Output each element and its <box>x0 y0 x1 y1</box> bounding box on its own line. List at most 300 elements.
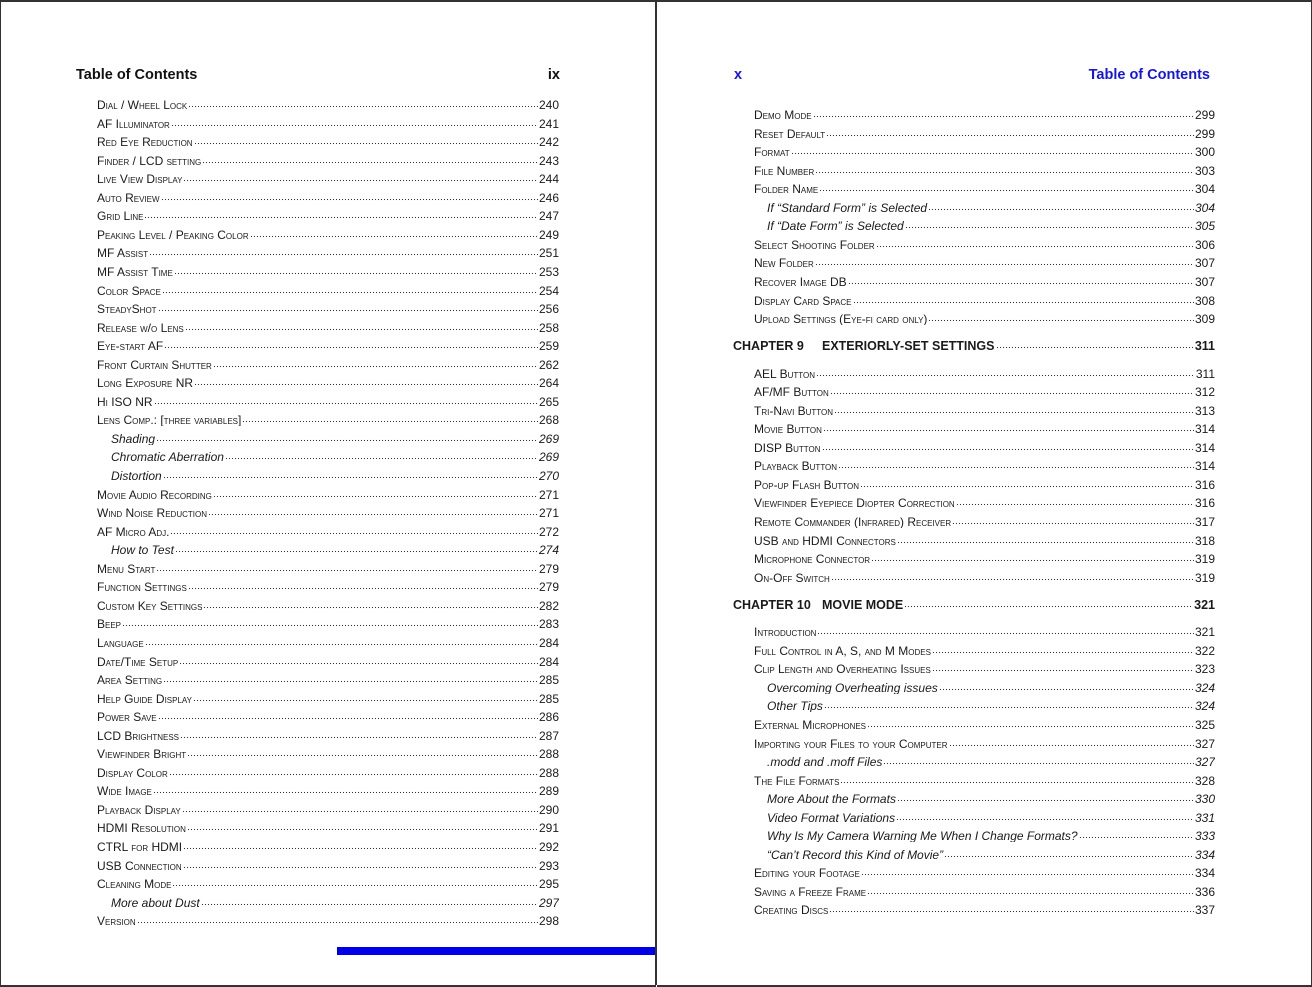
toc-dot-leader <box>826 124 1194 138</box>
toc-entry-title: Long Exposure NR <box>97 376 194 390</box>
toc-chapter-title: MOVIE MODE <box>822 597 904 611</box>
toc-page-number: 285 <box>538 691 559 705</box>
toc-page-number: 246 <box>538 190 559 204</box>
toc-dot-leader <box>250 225 538 239</box>
toc-entry <box>754 715 1215 731</box>
toc-entry <box>97 151 559 167</box>
toc-entry-title: DISP Button <box>754 440 821 454</box>
toc-entry <box>754 493 1215 509</box>
toc-dot-leader <box>174 262 538 276</box>
toc-entry <box>97 355 559 371</box>
toc-page-number: 319 <box>1194 552 1215 566</box>
toc-entry <box>97 262 559 278</box>
toc-chapter-number: CHAPTER 10 <box>733 597 811 611</box>
toc-page-number: 305 <box>1194 219 1215 233</box>
toc-entry <box>754 771 1215 787</box>
toc-entry <box>767 789 1215 805</box>
toc-dot-leader <box>905 216 1194 230</box>
toc-entry <box>97 652 559 668</box>
toc-entry <box>97 206 559 222</box>
toc-dot-leader <box>202 151 538 165</box>
toc-entry <box>97 707 559 723</box>
toc-entry-title: Full Control in A, S, and M Modes <box>754 643 931 657</box>
toc-entry-title: AF/MF Button <box>754 385 829 399</box>
toc-entry <box>754 419 1215 435</box>
toc-entry-title: Other Tips <box>767 699 823 713</box>
toc-entry <box>767 198 1215 214</box>
toc-page-number: 271 <box>538 506 559 520</box>
toc-dot-leader <box>183 837 538 851</box>
toc-dot-leader <box>1079 826 1194 840</box>
toc-dot-leader <box>932 659 1194 673</box>
toc-entry <box>754 641 1215 657</box>
toc-entry-title: Playback Display <box>97 802 181 816</box>
toc-entry-title: SteadyShot <box>97 302 157 316</box>
toc-dot-leader <box>896 808 1194 822</box>
toc-entry-title: Display Card Space <box>754 293 852 307</box>
toc-entry <box>754 568 1215 584</box>
toc-entry-title: AF Micro Adj. <box>97 524 170 538</box>
toc-page-number: 311 <box>1195 366 1215 380</box>
toc-page-number: 242 <box>538 135 559 149</box>
toc-entry-title: New Folder <box>754 256 814 270</box>
toc-entry-title: Power Save <box>97 710 157 724</box>
toc-entry <box>767 808 1215 824</box>
toc-page-number: 279 <box>538 580 559 594</box>
toc-entry <box>754 235 1215 251</box>
toc-entry-title: More about Dust <box>111 895 200 909</box>
toc-chapter-entry <box>733 595 1215 611</box>
toc-entry-title: On-Off Switch <box>754 570 830 584</box>
toc-dot-leader <box>213 485 538 499</box>
toc-page-number: 269 <box>538 431 559 445</box>
toc-dot-leader <box>158 707 538 721</box>
toc-entry <box>97 559 559 575</box>
toc-entry <box>97 485 559 501</box>
toc-dot-leader <box>183 856 538 870</box>
toc-dot-leader <box>822 438 1194 452</box>
toc-entry <box>97 169 559 185</box>
toc-page-number: 314 <box>1194 440 1215 454</box>
toc-entry <box>97 132 559 148</box>
toc-dot-leader <box>848 272 1194 286</box>
toc-page-number: 287 <box>538 728 559 742</box>
toc-page-number: 307 <box>1194 274 1215 288</box>
toc-page-number: 311 <box>1194 339 1215 353</box>
toc-page-number: 241 <box>538 116 559 130</box>
toc-entry-title: If “Date Form” is Selected <box>767 219 904 233</box>
toc-entry <box>754 364 1215 380</box>
toc-dot-leader <box>949 734 1194 748</box>
toc-entry <box>97 243 559 259</box>
toc-page-number: 268 <box>538 413 559 427</box>
toc-page-number: 284 <box>538 635 559 649</box>
toc-entry-title <box>733 597 903 611</box>
toc-entry-title: Why Is My Camera Warning Me When I Change Formats? <box>767 829 1078 843</box>
toc-dot-leader <box>163 670 538 684</box>
toc-entry-title: USB and HDMI Connectors <box>754 533 896 547</box>
toc-page-number: 243 <box>538 153 559 167</box>
toc-page-number: 244 <box>538 172 559 186</box>
toc-entry <box>767 826 1215 842</box>
toc-entry <box>97 188 559 204</box>
toc-entry <box>97 874 559 890</box>
toc-dot-leader <box>813 105 1194 119</box>
toc-entry-title: Help Guide Display <box>97 691 192 705</box>
toc-entry <box>111 466 559 482</box>
toc-entry-title: Editing your Footage <box>754 866 860 880</box>
toc-page-number: 328 <box>1194 773 1215 787</box>
toc-dot-leader <box>838 456 1194 470</box>
toc-dot-leader <box>996 336 1194 350</box>
toc-entry-title: Recover Image DB <box>754 274 847 288</box>
toc-entry <box>754 272 1215 288</box>
toc-entry <box>754 309 1215 325</box>
toc-page-number: 306 <box>1194 237 1215 251</box>
toc-entry-title: Microphone Connector <box>754 552 871 566</box>
toc-entry-title: USB Connection <box>97 858 182 872</box>
toc-page-number: 325 <box>1194 717 1215 731</box>
toc-dot-leader <box>225 447 538 461</box>
toc-dot-leader <box>876 235 1194 249</box>
toc-page-number: 308 <box>1194 293 1215 307</box>
toc-entry <box>97 726 559 742</box>
toc-entry-title: The File Formats <box>754 773 840 787</box>
toc-entry-title: Creating Discs <box>754 903 829 917</box>
toc-entry-title: Reset Default <box>754 126 826 140</box>
toc-page-number: 247 <box>538 209 559 223</box>
toc-dot-leader <box>194 373 538 387</box>
toc-entry-title: Language <box>97 635 144 649</box>
toc-entry-title: Movie Button <box>754 422 822 436</box>
toc-page-number: 279 <box>538 561 559 575</box>
toc-page-number: 251 <box>538 246 559 260</box>
toc-page-number: 304 <box>1194 200 1215 214</box>
toc-entry-title: Custom Key Settings <box>97 598 203 612</box>
toc-dot-leader <box>213 355 538 369</box>
toc-entry-title: Clip Length and Overheating Issues <box>754 662 931 676</box>
toc-dot-leader <box>831 568 1194 582</box>
toc-dot-leader <box>170 522 538 536</box>
toc-entry-title: Lens Comp.: [three variables] <box>97 413 242 427</box>
toc-dot-leader <box>867 715 1194 729</box>
toc-page-number: 295 <box>538 877 559 891</box>
toc-page-number: 300 <box>1194 145 1215 159</box>
toc-entry-title: Auto Review <box>97 190 160 204</box>
toc-entry-title: Function Settings <box>97 580 187 594</box>
toc-dot-leader <box>153 781 538 795</box>
toc-dot-leader <box>172 874 538 888</box>
toc-dot-leader <box>154 392 538 406</box>
toc-dot-leader <box>183 169 538 183</box>
toc-page-number: 313 <box>1194 403 1215 417</box>
toc-dot-leader <box>161 188 538 202</box>
toc-entry <box>97 633 559 649</box>
toc-entry <box>754 105 1215 121</box>
toc-dot-leader <box>883 752 1194 766</box>
toc-entry <box>754 142 1215 158</box>
toc-entry <box>97 781 559 797</box>
toc-chapter-title: EXTERIORLY-SET SETTINGS <box>822 339 995 353</box>
toc-page-number: 321 <box>1194 625 1215 639</box>
toc-entry-title: Display Color <box>97 765 168 779</box>
toc-entry-title: Date/Time Setup <box>97 654 179 668</box>
toc-page-number: 259 <box>538 339 559 353</box>
toc-entry <box>97 114 559 130</box>
toc-entry <box>97 503 559 519</box>
toc-dot-leader <box>952 512 1194 526</box>
toc-entry <box>754 549 1215 565</box>
toc-page-number: 327 <box>1194 755 1215 769</box>
toc-entry-title: Beep <box>97 617 122 631</box>
toc-entry-title: Playback Button <box>754 459 838 473</box>
toc-entry-title: Tri-Navi Button <box>754 403 834 417</box>
toc-page-number: 258 <box>538 320 559 334</box>
toc-dot-leader <box>187 818 538 832</box>
toc-entry-title: Front Curtain Shutter <box>97 357 212 371</box>
toc-entry-title: AEL Button <box>754 366 815 380</box>
toc-entry <box>97 911 559 927</box>
toc-dot-leader <box>816 364 1195 378</box>
toc-entry <box>754 734 1215 750</box>
toc-entry-title: Finder / LCD setting <box>97 153 202 167</box>
toc-entry <box>97 318 559 334</box>
toc-page-number: 265 <box>538 394 559 408</box>
toc-page-number: 271 <box>538 487 559 501</box>
toc-entry-title: Pop-up Flash Button <box>754 477 859 491</box>
toc-entry-title: AF Illuminator <box>97 116 170 130</box>
toc-dot-leader <box>928 198 1194 212</box>
toc-page-number: 290 <box>538 802 559 816</box>
toc-entry <box>767 845 1215 861</box>
toc-page-number: 284 <box>538 654 559 668</box>
toc-entry-title: Viewfinder Eyepiece Diopter Correction <box>754 496 955 510</box>
toc-dot-leader <box>815 253 1194 267</box>
toc-entry <box>97 670 559 686</box>
toc-entry-title: Select Shooting Folder <box>754 237 875 251</box>
toc-entry-title: File Number <box>754 163 815 177</box>
toc-entry <box>754 622 1215 638</box>
toc-entry <box>754 659 1215 675</box>
toc-entry <box>754 863 1215 879</box>
toc-entry-title: Peaking Level / Peaking Color <box>97 227 249 241</box>
toc-entry-title: Wide Image <box>97 784 152 798</box>
toc-dot-leader <box>182 800 538 814</box>
toc-entry-title: Hi ISO NR <box>97 394 153 408</box>
toc-entry <box>97 689 559 705</box>
toc-page-number: 322 <box>1194 643 1215 657</box>
toc-dot-leader <box>156 429 538 443</box>
toc-dot-leader <box>939 678 1194 692</box>
toc-page-number: 270 <box>538 469 559 482</box>
toc-entry <box>754 179 1215 195</box>
toc-entry <box>97 800 559 816</box>
blue-highlight-bar <box>337 947 655 955</box>
toc-page-number: 317 <box>1194 515 1215 528</box>
toc-dot-leader <box>819 179 1194 193</box>
toc-entry-title: Chromatic Aberration <box>111 450 224 464</box>
toc-entry-title: Red Eye Reduction <box>97 135 193 149</box>
toc-entry <box>97 392 559 408</box>
toc-dot-leader <box>145 633 538 647</box>
toc-entry <box>754 124 1215 140</box>
toc-entry <box>767 678 1215 694</box>
toc-entry-title: Release w/o Lens <box>97 320 184 334</box>
toc-page-number: 288 <box>538 765 559 779</box>
toc-dot-leader <box>137 911 538 925</box>
toc-page-number: 253 <box>538 264 559 278</box>
toc-dot-leader <box>824 696 1194 710</box>
toc-dot-leader <box>175 540 538 554</box>
toc-chapter-entry <box>733 336 1215 352</box>
toc-entry-title: LCD Brightness <box>97 728 180 742</box>
toc-dot-leader <box>242 410 538 424</box>
toc-dot-leader <box>956 493 1194 507</box>
toc-dot-leader <box>871 549 1194 563</box>
toc-entry <box>754 401 1215 417</box>
toc-entry <box>111 429 559 445</box>
toc-page-number: 274 <box>538 543 559 557</box>
toc-entry-title: Saving a Freeze Frame <box>754 884 867 898</box>
toc-entry-title: Upload Settings (Eye-fi card only) <box>754 312 928 326</box>
toc-entry <box>97 95 559 111</box>
toc-dot-leader <box>188 95 538 109</box>
toc-page-number: 324 <box>1194 680 1215 694</box>
toc-page-number: 327 <box>1194 736 1215 750</box>
toc-entry <box>97 763 559 779</box>
toc-entry <box>767 216 1215 232</box>
toc-dot-leader <box>158 299 538 313</box>
toc-page-number: 333 <box>1194 829 1215 843</box>
toc-dot-leader <box>179 652 538 666</box>
toc-entry-title: Version <box>97 914 136 928</box>
toc-dot-leader <box>201 893 538 907</box>
toc-entry-title: Introduction <box>754 625 817 639</box>
toc-entry <box>97 281 559 297</box>
toc-entry <box>97 818 559 834</box>
toc-entry <box>754 512 1215 528</box>
toc-page-number: 285 <box>538 673 559 687</box>
toc-page-number: 304 <box>1194 182 1215 196</box>
toc-dot-leader <box>188 577 538 591</box>
toc-dot-leader <box>867 882 1194 896</box>
toc-entry <box>111 447 559 463</box>
toc-dot-leader <box>180 726 538 740</box>
toc-page-number: 286 <box>538 710 559 724</box>
toc-page-number: 314 <box>1194 459 1215 473</box>
toc-entry-title: Cleaning Mode <box>97 877 172 891</box>
toc-dot-leader <box>834 401 1194 415</box>
toc-entry-title: Dial / Wheel Lock <box>97 98 188 111</box>
toc-entry-title: Demo Mode <box>754 108 812 121</box>
toc-dot-leader <box>904 595 1193 609</box>
toc-dot-leader <box>897 789 1194 803</box>
toc-entry-title: HDMI Resolution <box>97 821 186 835</box>
toc-dot-leader <box>162 281 538 295</box>
toc-dot-leader <box>944 845 1194 859</box>
toc-page-number: 334 <box>1194 866 1215 880</box>
toc-entry-title: Viewfinder Bright <box>97 747 187 761</box>
toc-entry-title: MF Assist Time <box>97 264 173 278</box>
toc-page-number: 262 <box>538 357 559 371</box>
toc-entry <box>97 837 559 853</box>
toc-page-number: 291 <box>538 821 559 835</box>
toc-dot-leader <box>163 466 538 480</box>
toc-page-number: 298 <box>538 914 559 928</box>
right-toc-list <box>657 2 1311 985</box>
toc-dot-leader <box>897 531 1194 545</box>
toc-page-number: 330 <box>1194 792 1215 806</box>
toc-dot-leader <box>860 475 1194 489</box>
toc-entry <box>97 522 559 538</box>
toc-dot-leader <box>928 309 1194 323</box>
toc-dot-leader <box>791 142 1194 156</box>
toc-entry-title: MF Assist <box>97 246 149 260</box>
toc-entry-title: Grid Line <box>97 209 144 223</box>
toc-dot-leader <box>171 114 538 128</box>
toc-chapter-number: CHAPTER 9 <box>733 339 804 353</box>
toc-entry <box>754 253 1215 269</box>
toc-entry <box>754 291 1215 307</box>
toc-entry <box>754 438 1215 454</box>
toc-page-number: 297 <box>538 895 559 909</box>
toc-dot-leader <box>861 863 1194 877</box>
toc-dot-leader <box>853 291 1194 305</box>
toc-page-number: 316 <box>1194 477 1215 491</box>
toc-entry-title: Shading <box>111 431 156 445</box>
toc-page-number: 293 <box>538 858 559 872</box>
toc-entry <box>754 531 1215 547</box>
toc-entry-title: “Can’t Record this Kind of Movie” <box>767 847 944 861</box>
toc-dot-leader <box>122 614 538 628</box>
toc-page-number: 323 <box>1194 662 1215 676</box>
toc-dot-leader <box>208 503 538 517</box>
toc-page-number: 336 <box>1194 884 1215 898</box>
toc-entry-title: Overcoming Overheating issues <box>767 680 938 694</box>
toc-dot-leader <box>203 596 538 610</box>
toc-dot-leader <box>164 336 538 350</box>
toc-dot-leader <box>187 744 538 758</box>
toc-dot-leader <box>194 132 538 146</box>
toc-dot-leader <box>829 900 1194 914</box>
toc-page-number: 331 <box>1194 810 1215 824</box>
toc-page-number: 316 <box>1194 496 1215 510</box>
toc-entry <box>97 336 559 352</box>
toc-page-number: 318 <box>1194 533 1215 547</box>
toc-dot-leader <box>144 206 538 220</box>
toc-page-number: 289 <box>538 784 559 798</box>
toc-entry-title: Live View Display <box>97 172 183 186</box>
toc-entry <box>97 614 559 630</box>
toc-entry <box>97 299 559 315</box>
toc-page-number: 272 <box>538 524 559 538</box>
toc-entry-title: Format <box>754 145 790 159</box>
toc-entry-title: Video Format Variations <box>767 810 896 824</box>
toc-page-number: 303 <box>1194 163 1215 177</box>
toc-entry-title: Folder Name <box>754 182 819 196</box>
toc-page-number: 307 <box>1194 256 1215 270</box>
toc-entry <box>97 577 559 593</box>
toc-page-number: 314 <box>1194 422 1215 436</box>
toc-entry <box>97 410 559 426</box>
toc-page-number: 264 <box>538 376 559 390</box>
toc-entry-title: Area Setting <box>97 673 163 687</box>
toc-page-number: 324 <box>1194 699 1215 713</box>
toc-page-number: 288 <box>538 747 559 761</box>
toc-dot-leader <box>149 243 538 257</box>
toc-entry <box>754 882 1215 898</box>
toc-entry-title: If “Standard Form” is Selected <box>767 200 928 214</box>
